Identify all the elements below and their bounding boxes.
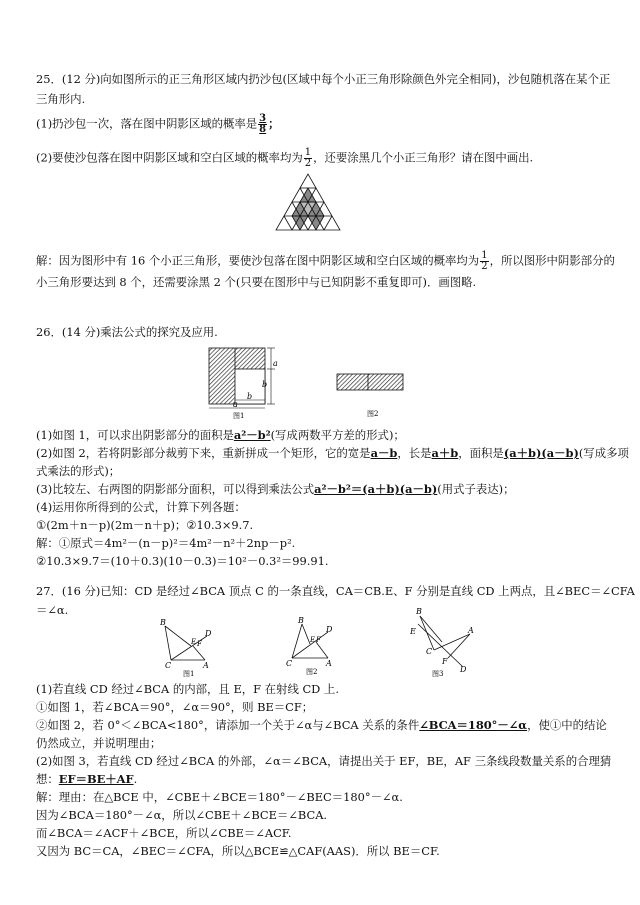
q25-fraction-half: $\frac{1}{2}$ <box>304 147 312 169</box>
fig1-b-bottom: b <box>247 392 253 401</box>
q26-part4: (4)运用你所得到的公式，计算下列各题： <box>36 500 246 514</box>
svg-text:图3: 图3 <box>432 670 444 678</box>
q25-part1: (1)扔沙包一次，落在图中阴影区域的概率是 $\frac{3}{8}$ ； <box>36 113 280 135</box>
svg-text:A: A <box>326 659 332 668</box>
q27-solution4: 又因为 BC＝CA，∠BEC＝∠CFA，所以△BCE≌△CAF(AAS)．所以 BE＝CF. <box>36 844 440 858</box>
q27-part2-line2: 想：EF＝BE＋AF. <box>36 772 138 786</box>
q26-figure2 <box>335 370 407 420</box>
q26-stem: 26．(14 分)乘法公式的探究及应用. <box>36 325 218 339</box>
q25-answer-fraction: $\frac{3}{8}$ <box>259 113 267 135</box>
q25-triangle-figure <box>268 172 348 238</box>
q27-part1b: ②如图 2，若 0°＜∠BCA<180°，请添加一个关于∠α与∠BCA 关系的条件∠BCA＝180°－∠α，使①中的结论 <box>36 718 607 732</box>
svg-text:C: C <box>286 659 293 668</box>
q27-stem-line2: ＝∠α. <box>36 603 69 617</box>
q25-stem-line2: 三角形内. <box>36 92 86 106</box>
q27-figure2 <box>284 614 344 678</box>
q25-stem-line1: 25．(12 分)向如图所示的正三角形区域内扔沙包(区域中每个小正三角形除颜色外完全相同)，沙包随机落在某个正 <box>36 72 611 86</box>
svg-text:D: D <box>326 625 333 634</box>
svg-text:B: B <box>416 607 422 616</box>
svg-text:E: E <box>310 636 316 644</box>
fig1-caption: 图1 <box>233 412 245 420</box>
q26-figure1 <box>205 342 283 422</box>
q26-part1: (1)如图 1，可以求出阴影部分的面积是a²－b²(写成两数平方差的形式)； <box>36 428 405 442</box>
q26-part3: (3)比较左、右两图的阴影部分面积，可以得到乘法公式a²－b²＝(a＋b)(a－b)(用式子表达)； <box>36 482 515 496</box>
svg-text:F: F <box>442 657 448 666</box>
svg-text:F: F <box>316 636 321 644</box>
q27-figure3 <box>404 606 480 680</box>
q25-solution-line2: 小三角形要达到 8 个，还需要涂黑 2 个(只要在图形中与已知阴影不重复即可)．画图略. <box>36 275 477 289</box>
svg-text:B: B <box>298 616 304 625</box>
q27-solution1: 解：理由：在△BCE 中，∠CBE＋∠BCE＝180°－∠BEC＝180°－∠α. <box>36 790 403 804</box>
svg-text:C: C <box>426 647 433 656</box>
fig1-a-bottom: a <box>233 400 238 409</box>
q26-part2: (2)如图 2，若将阴影部分裁剪下来，重新拼成一个矩形，它的宽是a－b，长是a＋b，面积是(a＋b)(a－b)(写成多项 <box>36 446 629 460</box>
q27-part1a: ①如图 1，若∠BCA＝90°，∠α＝90°，则 BE＝CF； <box>36 700 314 714</box>
q27-figure1 <box>155 612 223 678</box>
q26-part2-line2: 式乘法的形式)； <box>36 464 121 478</box>
svg-text:A: A <box>468 626 474 635</box>
q25-part2: (2)要使沙包落在图中阴影区域和空白区域的概率均为 $\frac{1}{2}$ ，还要涂黑几个小正三角形？请在图中画出. <box>36 147 534 169</box>
q26-part4-items: ①(2m＋n－p)(2m－n＋p)；②10.3×9.7. <box>36 518 254 532</box>
svg-text:E: E <box>191 638 197 646</box>
q25-solution-line1: 解：因为图形中有 16 个小正三角形，要使沙包落在图中阴影区域和空白区域的概率均为 $\frac{1}{2}$ ，所以图形中阴影部分的 <box>36 250 615 272</box>
svg-text:C: C <box>165 661 172 670</box>
q26-answer1: a²－b² <box>233 428 271 442</box>
svg-text:图1: 图1 <box>183 670 195 678</box>
q27-part1b-line2: 仍然成立，并说明理由； <box>36 736 162 750</box>
svg-text:B: B <box>160 618 166 627</box>
q27-solution2: 因为∠BCA＝180°－∠α，所以∠CBE＋∠BCE＝∠BCA. <box>36 808 328 822</box>
q26-solution1: 解：①原式＝4m²－(n－p)²＝4m²－n²＋2np－p². <box>36 536 296 550</box>
fig2-caption: 图2 <box>367 410 379 418</box>
svg-text:A: A <box>203 661 209 670</box>
svg-text:F: F <box>197 640 202 648</box>
fig1-a-right: a <box>273 359 278 368</box>
q27-solution3: 而∠BCA＝∠ACF＋∠BCE，所以∠CBE＝∠ACF. <box>36 826 292 840</box>
fig1-b-right: b <box>262 380 268 389</box>
q27-part2: (2)如图 3，若直线 CD 经过∠BCA 的外部，∠α＝∠BCA，请提出关于 EF，BE，AF 三条线段数量关系的合理猜 <box>36 754 612 768</box>
q27-part1: (1)若直线 CD 经过∠BCA 的内部，且 E，F 在射线 CD 上. <box>36 682 339 696</box>
svg-text:D: D <box>460 665 467 674</box>
svg-text:E: E <box>410 627 416 636</box>
svg-text:D: D <box>205 629 212 638</box>
svg-text:图2: 图2 <box>306 668 318 676</box>
q25-solution-fraction: $\frac{1}{2}$ <box>481 250 488 272</box>
q27-stem-line1: 27．(16 分)已知：CD 是经过∠BCA 顶点 C 的一条直线，CA＝CB.E、F 分别是直线 CD 上两点，且∠BEC＝∠CFA <box>36 584 635 598</box>
q26-solution2: ②10.3×9.7＝(10＋0.3)(10－0.3)＝10²－0.3²＝99.91. <box>36 554 329 568</box>
